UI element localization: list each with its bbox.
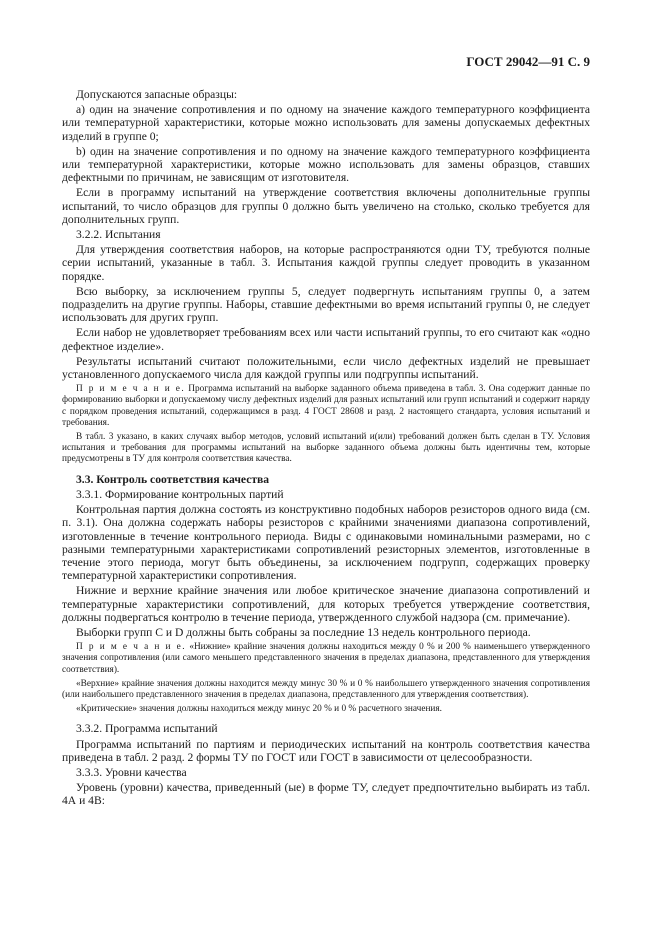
paragraph: Всю выборку, за исключением группы 5, следует подвергнуть испытаниям группы 0, а затем подразделить на другие группы. Наборы, ставшие дефектными во время испытаний группы 0, не следует использовать для других групп. <box>62 284 590 325</box>
paragraph: Если набор не удовлетворяет требованиям всех или части испытаний группы, то его считают как «одно дефектное изделие». <box>62 326 590 353</box>
note-label: П р и м е ч а н и е. <box>76 642 187 653</box>
note-block <box>62 384 590 429</box>
document-page <box>62 54 590 810</box>
paragraph: Для утверждения соответствия наборов, на которые распространяются одни ТУ, требуются полные серии испытаний, указанные в табл. 3. Испытания каждой группы следует проводить в указанном порядке. <box>62 243 590 283</box>
paragraph: Если в программу испытаний на утверждение соответствия включены дополнительные группы испытаний, то число образцов для группы 0 должно быть увеличено на столько, сколько требуется для дополнительных групп. <box>62 186 590 226</box>
subsection-heading: 3.3.2. Программа испытаний <box>76 722 218 736</box>
paragraph: Нижние и верхние крайние значения или любое критическое значение диапазона сопротивлений и температурные характеристики сопротивлений, для которых требуется утверждение соответствия, должны подвергаться контролю в течение периода, утвержденного службой надзора (см. примечание). <box>62 584 590 624</box>
paragraph: Результаты испытаний считают положительными, если число дефектных изделий не превышает установленного допускаемого числа для каждой группы или подгруппы испытаний. <box>62 354 590 382</box>
note-text: «Критические» значения должны находиться между минус 20 % и 0 % расчетного значения. <box>76 704 443 715</box>
note-label: П р и м е ч а н и е. <box>76 384 186 395</box>
note-block <box>62 642 590 676</box>
section-title: 3.3. Контроль соответствия качества <box>76 472 270 486</box>
subsection-heading: 3.2.2. Испытания <box>76 228 161 242</box>
subsection-heading: 3.3.3. Уровни качества <box>76 765 187 779</box>
paragraph: Уровень (уровни) качества, приведенный (ые) в форме ТУ, следует предпочтительно выбирать из табл. 4А и 4В: <box>62 781 590 808</box>
paragraph: b) один на значение сопротивления и по одному на значение каждого температурного коэффициента или температурной характеристики, которые можно использовать для замены образцов, ставших дефектными по причинам, не зависящим от изготовителя. <box>62 144 590 185</box>
paragraph: Программа испытаний по партиям и периодических испытаний на контроль соответствия качества приведена в табл. 2 разд. 2 формы ТУ по ГОСТ или ГОСТ в зависимости от целесообразности. <box>62 737 590 764</box>
paragraph: Выборки групп C и D должны быть собраны за последние 13 недель контрольного периода. <box>76 625 531 639</box>
paragraph: Допускаются запасные образцы: <box>76 88 238 101</box>
document-body <box>62 88 590 808</box>
note-text: «Нижние» крайние значения должны находиться между 0 % и 200 % наименьшего утвержденного значения сопротивления (или самого меньшего представленного значения в пределах диапазона, представленного для утверждения соответствия). <box>62 642 591 675</box>
paragraph: Контрольная партия должна состоять из конструктивно подобных наборов резисторов одного вида (см. п. 3.1). Она должна содержать наборы резисторов с крайними значениями диапазона сопротивлений, изготовленные в течение контрольного периода. Виды с одинаковыми номинальными размерами, но с разными температурными характеристиками сопротивлений резисторных элементов, изготовленные в течение этого периода, могут быть объединены, за исключением подгрупп, содержащих проверку температурной характеристики сопротивления. <box>62 503 590 583</box>
note-text: В табл. 3 указано, в каких случаях выбор методов, условий испытаний и(или) требований должен быть сделан в ТУ. Условия испытания и требования для программы испытаний на выборке заданного объема должны быть идентичны тем, которые предусмотрены в ТУ для контроля соответствия качества. <box>62 432 590 465</box>
note-text: Программа испытаний на выборке заданного объема приведена в табл. 3. Она содержит данные по формированию выборки и допускаемому числу дефектных изделий для разных испытаний или групп испытаний и содержит наряду с порядком проведения испытаний, содержащимся в разд. 4 ГОСТ 28608 и разд. 2 настоящего стандарта, условия испытаний и требования. <box>62 384 591 428</box>
note-text: «Верхние» крайние значения должны находится между минус 30 % и 0 % наибольшего утвержденного значения сопротивления (или наибольшего представленного значения в пределах диапазона, представленного для утверждения соответствия). <box>62 678 590 700</box>
page-header: ГОСТ 29042—91 С. 9 <box>466 54 590 69</box>
subsection-heading: 3.3.1. Формирование контрольных партий <box>76 487 284 501</box>
paragraph: a) один на значение сопротивления и по одному на значение каждого температурного коэффициента или температурной характеристики, которые можно использовать для замены допускаемых дефектных изделий в группе 0; <box>62 103 590 143</box>
